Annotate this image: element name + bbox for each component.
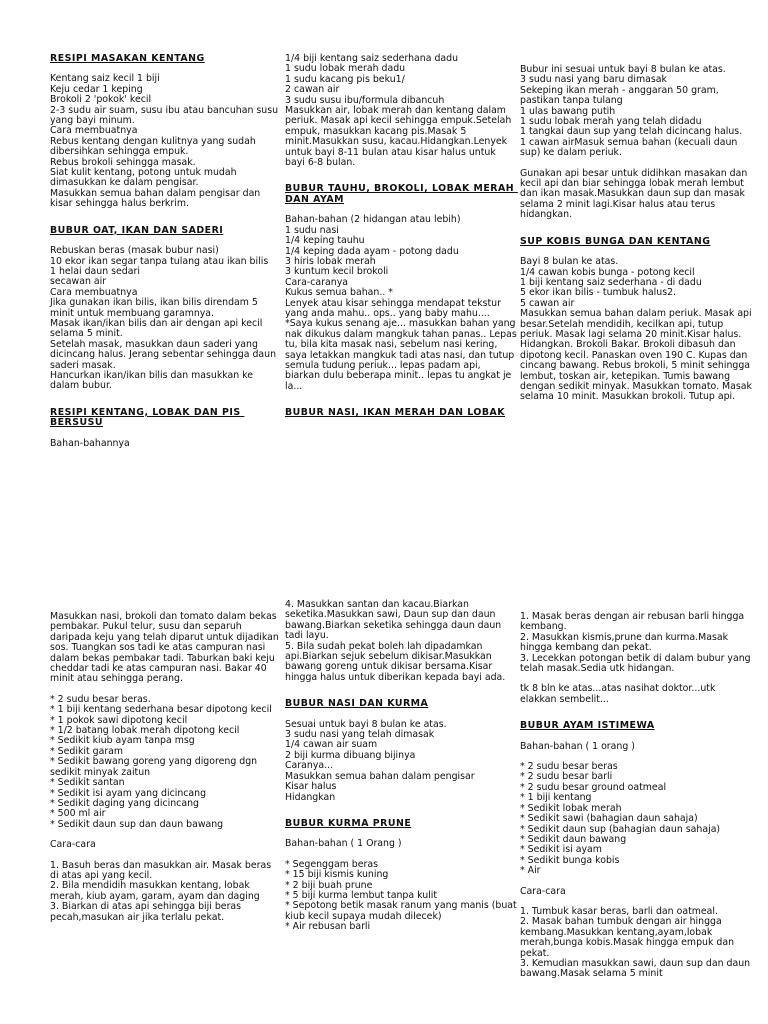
page2-column-3 <box>520 612 752 980</box>
recipe-heading: RESIPI KENTANG, LOBAK DAN PIS BERSUSU <box>50 406 245 429</box>
page2-column-2 <box>285 600 517 933</box>
recipe-text: tk 8 bln ke atas...atas nasihat doktor...utk elakkan sembelit... <box>520 683 719 705</box>
recipe-text: * 2 sudu besar beras. * 1 biji kentang sederhana besar dipotong kecil * 1 pokok sawi dipotong kecil * 1/2 batang lobak merah dipotong kecil * Sedikit kiub ayam tanpa msg * Sedikit garam * Sedikit bawang goreng yang digoreng dgn sedikit minyak zaitun * Sedikit santan * Sedikit isi ayam yang dicincang * Sedikit daging yang dicincang * 500 ml air * Sedikit daun sup dan daun bawang <box>50 693 272 830</box>
recipe-text: * 2 sudu besar beras * 2 sudu besar barli * 2 sudu besar ground oatmeal * 1 biji kentang * Sedikit lobak merah * Sedikit sawi (bahagian daun sahaja) * Sedikit daun sup (bahagian daun sahaja) * Sedikit daun bawang * Sedikit isi ayam * Sedikit bunga kobis * Air <box>520 761 721 877</box>
page2-column-1 <box>50 612 282 923</box>
page1-column-1 <box>50 54 282 449</box>
recipe-text: 1. Tumbuk kasar beras, barli dan oatmeal. 2. Masak bahan tumbuk dengan air hingga kembang.Masukkan kentang,ayam,lobak merah,bunga kobis.Masak hingga empuk dan pekat. 3. Kemudian masukkan sawi, daun sup dan daun bawang.Masak selama 5 minit <box>520 905 751 980</box>
recipe-text: Masukkan nasi, brokoli dan tomato dalam bekas pembakar. Pukul telur, susu dan separuh daripada keju yang telah diparut untuk dijadikan sos. Tuangkan sos tadi ke atas campuran nasi dalam bekas pembakar tadi. Taburkan baki keju cheddar tadi ke atas campuran nasi. Bakar 40 minit atau sehingga perang. <box>50 611 282 685</box>
recipe-heading: BUBUR TAUHU, BROKOLI, LOBAK MERAH DAN AYAM <box>285 183 518 205</box>
recipe-text: Bahan-bahannya <box>50 437 130 449</box>
recipe-text: Cara-cara <box>50 839 96 851</box>
recipe-text: Bahan-bahan ( 1 orang ) <box>520 740 635 752</box>
recipe-text: Bubur ini sesuai untuk bayi 8 bulan ke atas. 3 sudu nasi yang baru dimasak Sekeping ikan merah - anggaran 50 gram, pastikan tanpa tulang 1 ulas bawang putih 1 sudu lobak merah yang telah didadu 1 tangkai daun sup yang telah dicincang halus. 1 cawan airMasuk semua bahan (kecuali daun sup) ke dalam periuk. <box>520 64 743 159</box>
recipe-text: Rebuskan beras (masak bubur nasi) 10 ekor ikan segar tanpa tulang atau ikan bilis 1 helai daun sedari secawan air Cara membuatnya Jika gunakan ikan bilis, ikan bilis direndam 5 minit untuk membuang garamnya. Masak ikan/ikan bilis dan air dengan api kecil selama 5 minit. Setelah masak, masukkan daun saderi yang dicincang halus. Jerang sebentar sehingga daun saderi masak. Hancurkan ikan/ikan bilis dan masukkan ke dalam bubur. <box>50 245 277 392</box>
recipe-heading: BUBUR KURMA PRUNE <box>285 817 412 829</box>
recipe-text: 1. Basuh beras dan masukkan air. Masak beras di atas api yang kecil. 2. Bila mendidih masukkan kentang, lobak merah, kiub ayam, garam, ayam dan daging 3. Biarkan di atas api sehingga biji beras pecah,masukan air jika terlalu pekat. <box>50 859 272 923</box>
recipe-heading: BUBUR OAT, IKAN DAN SADERI <box>50 224 224 236</box>
recipe-text: 1. Masak beras dengan air rebusan barli hingga kembang. 2. Masukkan kismis,prune dan kurma.Masak hingga kembang dan pekat. 3. Lecekkan potongan betik di dalam bubur yang telah masak.Sedia utk hidangan. <box>520 611 751 675</box>
recipe-text: Bahan-bahan ( 1 Orang ) <box>285 838 402 850</box>
page1-column-2 <box>285 54 517 419</box>
recipe-heading: SUP KOBIS BUNGA DAN KENTANG <box>520 235 711 247</box>
recipe-heading: RESIPI MASAKAN KENTANG <box>50 53 205 64</box>
recipe-text: Cara-cara <box>520 885 566 897</box>
recipe-heading: BUBUR AYAM ISTIMEWA <box>520 720 655 732</box>
recipe-text: Gunakan api besar untuk didihkan masakan dan kecil api dan biar sehingga lobak merah lembut dan ikan masak.Masukkan daun sup dan masak selama 2 minit lagi.Kisar halus atau terus hidangkan. <box>520 167 751 221</box>
recipe-text: * Segenggam beras * 15 biji kismis kuning * 2 biji buah prune * 5 biji kurma lembut tanpa kulit * Sepotong betik masak ranum yang manis (buat kiub kecil supaya mudah dilecek) * Air rebusan barli <box>285 858 517 933</box>
page1-column-3 <box>520 65 752 403</box>
recipe-text: Sesuai untuk bayi 8 bulan ke atas. 3 sudu nasi yang telah dimasak 1/4 cawan air suam 2 biji kurma dibuang bijinya Caranya... Masukkan semua bahan dalam pengisar Kisar halus Hidangkan <box>285 718 475 803</box>
recipe-heading: BUBUR NASI DAN KURMA <box>285 698 429 710</box>
recipe-text: Bayi 8 bulan ke atas. 1/4 cawan kobis bunga - potong kecil 1 biji kentang saiz sederhana - di dadu 5 ekor ikan bilis - tumbuk halus2. 5 cawan air Masukkan semua bahan dalam periuk. Masak api besar.Setelah mendidih, kecilkan api, tutup periuk. Masak lagi selama 20 minit.Kisar halus. Hidangkan. Brokoli Bakar. Brokoli dibasuh dan dipotong kecil. Panaskan oven 190 C. Kupas dan cincang bawang. Rebus brokoli, 5 minit sehingga lembut, toskan air, ketepikan. Tumis bawang dengan sedikit minyak. Masukkan tomato. Masak selama 10 minit. Masukkan brokoli. Tutup api. <box>520 256 752 403</box>
recipe-text: 1/4 biji kentang saiz sederhana dadu 1 sudu lobak merah dadu 1 sudu kacang pis beku1/ 2 cawan air 3 sudu susu ibu/formula dibancuh Masukkan air, lobak merah dan kentang dalam periuk. Masak api kecil sehingga empuk.Setelah empuk, masukkan kacang pis.Masak 5 minit.Masukkan susu, kacau.Hidangkan.Lenyek untuk bayi 8-11 bulan atau kisar halus untuk bayi 6-8 bulan. <box>285 53 512 169</box>
recipe-heading: BUBUR NASI, IKAN MERAH DAN LOBAK <box>285 407 506 419</box>
recipe-text: 4. Masukkan santan dan kacau.Biarkan seketika.Masukkan sawi, Daun sup dan daun bawang.Biarkan seketika sehingga daun daun tadi layu. 5. Bila sudah pekat boleh lah dipadamkan api.Biarkan sejuk sebelum dikisar.Masukkan bawang goreng untuk dikisar bersama.Kisar hingga halus untuk diberikan kepada bayi ada. <box>285 599 506 683</box>
recipe-text: Bahan-bahan (2 hidangan atau lebih) 1 sudu nasi 1/4 keping tauhu 1/4 keping dada ayam - potong dadu 3 hiris lobak merah 3 kuntum kecil brokoli Cara-caranya Kukus semua bahan.. * Lenyek atau kisar sehingga mendapat tekstur yang anda mahu.. ops.. yang baby mahu.... *Saya kukus senang aje... masukkan bahan yang nak dikukus dalam mangkuk tahan panas.. Lepas tu, bila kita masak nasi, sebelum nasi kering, saya letakkan mangkuk tadi atas nasi, dan tutup semula tudung periuk... lepas padam api, biarkan dulu beberapa minit.. lepas tu angkat je la... <box>285 214 517 392</box>
recipe-text: Kentang saiz kecil 1 biji Keju cedar 1 keping Brokoli 2 'pokok' kecil 2-3 sudu air suam, susu ibu atau bancuhan susu yang bayi minum. Cara membuatnya Rebus kentang dengan kulitnya yang sudah dibersihkan sehingga empuk. Rebus brokoli sehingga masak. Siat kulit kentang, potong untuk mudah dimasukkan ke dalam pengisar. Masukkan semua bahan dalam pengisar dan kisar sehingga halus berkrim. <box>50 73 279 210</box>
